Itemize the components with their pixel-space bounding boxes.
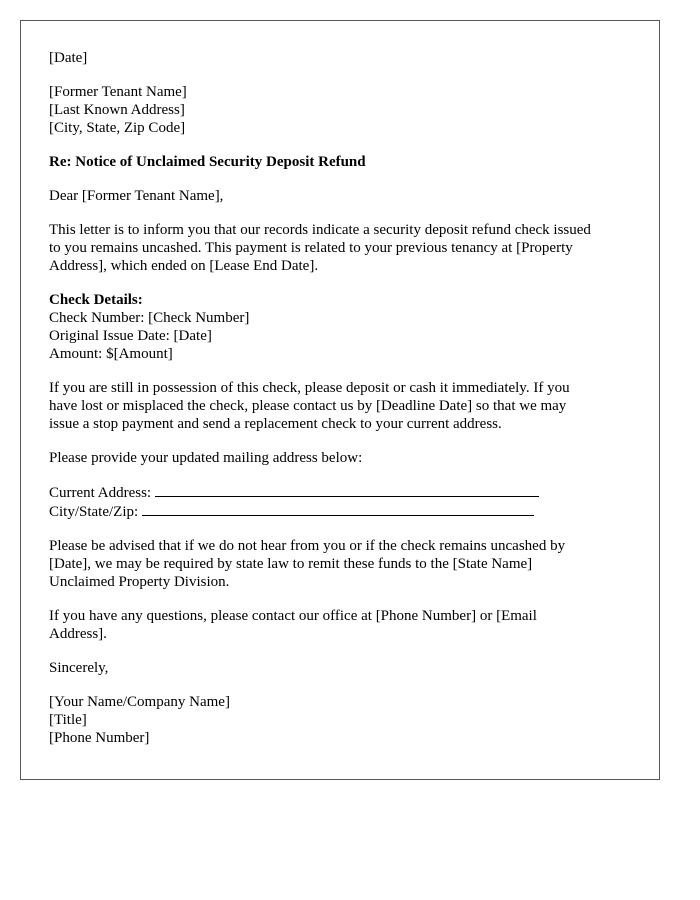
questions-line: If you have any questions, please contact our office at [Phone Number] or [Email: [49, 608, 537, 624]
possession-line: have lost or misplaced the check, please contact us by [Deadline Date] so that we may: [49, 398, 567, 414]
recipient-city: [City, State, Zip Code]: [49, 120, 186, 136]
subject-line-block: [49, 153, 631, 171]
recipient-address: [Last Known Address]: [49, 102, 185, 118]
questions-paragraph: [49, 607, 631, 643]
signature-name: [Your Name/Company Name]: [49, 694, 230, 710]
recipient-address-block: [49, 83, 631, 137]
check-number: Check Number: [Check Number]: [49, 310, 250, 326]
intro-paragraph: [49, 221, 631, 275]
possession-line: If you are still in possession of this check, please deposit or cash it immediately. If you: [49, 380, 570, 396]
letter-page: [20, 20, 660, 780]
advised-line: Please be advised that if we do not hear from you or if the check remains uncashed by: [49, 538, 566, 554]
intro-line: This letter is to inform you that our records indicate a security deposit refund check issued: [49, 222, 591, 238]
salutation-block: [49, 187, 631, 205]
possession-paragraph: [49, 379, 631, 433]
signature-title: [Title]: [49, 712, 87, 728]
signature-block: [49, 693, 631, 747]
closing: Sincerely,: [49, 660, 109, 676]
closing-block: [49, 659, 631, 677]
recipient-name: [Former Tenant Name]: [49, 84, 187, 100]
current-address-row: [49, 483, 631, 502]
city-state-zip-row: [49, 502, 631, 521]
provide-address-text: Please provide your updated mailing address below:: [49, 450, 363, 466]
current-address-blank-line: [155, 483, 539, 497]
check-details-block: [49, 291, 631, 363]
address-form: [49, 483, 631, 521]
city-state-zip-label: City/State/Zip:: [49, 504, 139, 520]
salutation: Dear [Former Tenant Name],: [49, 188, 224, 204]
questions-line: Address].: [49, 626, 107, 642]
possession-line: issue a stop payment and send a replacement check to your current address.: [49, 416, 502, 432]
intro-line: to you remains uncashed. This payment is related to your previous tenancy at [Property: [49, 240, 573, 256]
provide-address-paragraph: [49, 449, 631, 467]
advised-line: Unclaimed Property Division.: [49, 574, 230, 590]
date-text: [Date]: [49, 50, 88, 66]
letter-date: [49, 49, 631, 67]
intro-line: Address], which ended on [Lease End Date].: [49, 258, 319, 274]
advised-line: [Date], we may be required by state law to remit these funds to the [State Name]: [49, 556, 533, 572]
current-address-label: Current Address:: [49, 485, 152, 501]
check-issue-date: Original Issue Date: [Date]: [49, 328, 212, 344]
check-amount: Amount: $[Amount]: [49, 346, 173, 362]
check-details-heading: Check Details:: [49, 292, 143, 308]
subject-line: Re: Notice of Unclaimed Security Deposit Refund: [49, 154, 366, 170]
advised-paragraph: [49, 537, 631, 591]
signature-phone: [Phone Number]: [49, 730, 150, 746]
city-state-zip-blank-line: [142, 502, 534, 516]
